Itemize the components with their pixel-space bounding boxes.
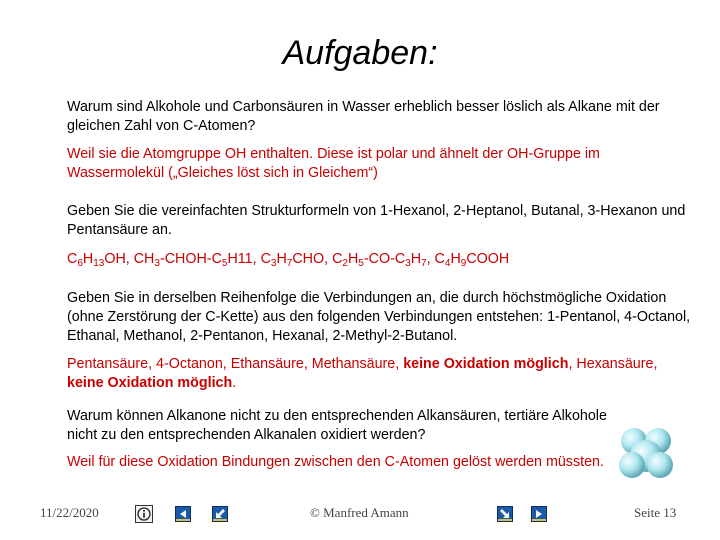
arrow-right-icon [532,507,546,521]
info-button[interactable] [135,505,153,523]
footer-author: © Manfred Amann [310,505,409,520]
answer-2: $C_6H_{13}OH$, $CH_3-CHOH-C_5H11$, $C_3H_7CHO$, $C_2H_5-CO-C_3H_7$, $C_4H_9COOH$ [67,251,510,269]
arrow-left-icon [176,507,190,521]
water-molecule-icon [612,425,682,486]
question-2: Geben Sie die vereinfachten Strukturformeln von 1-Hexanol, 2-Heptanol, Butanal, 3-Hexanon und Pentansäure an. [67,203,686,238]
question-4: Warum können Alkanone nicht zu den entsprechenden Alkansäuren, tertiäre Alkohole nicht zu den entsprechenden Alkanalen oxidiert werden? [67,408,607,443]
arrow-down-right-icon [498,507,512,521]
footer-page-number: Seite 13 [634,505,677,520]
answer-1: Weil sie die Atomgruppe OH enthalten. Diese ist polar und ähnelt der OH-Gruppe im Wassermolekül („Gleiches löst sich in Gleichem“) [67,146,600,181]
arrow-down-left-icon [213,507,227,521]
nav-next-button[interactable] [531,506,547,522]
answer-4: Weil für diese Oxidation Bindungen zwischen den C-Atomen gelöst werden müssten. [67,454,604,470]
footer-date: 11/22/2020 [40,505,99,520]
question-1: Warum sind Alkohole und Carbonsäuren in Wasser erheblich besser löslich als Alkane mit der gleichen Zahl von C-Atomen? [67,99,660,134]
nav-first-button[interactable] [212,506,228,522]
question-3: Geben Sie in derselben Reihenfolge die Verbindungen an, die durch höchstmögliche Oxidation (ohne Zerstörung der C-Kette) aus den folgenden Verbindungen entstehen: 1-Pentanol, 4-Octanol, Ethanal, Methanol, 2-Pentanon, Hexanal, 2-Methyl-2-Butanol. [67,290,691,344]
nav-last-button[interactable] [497,506,513,522]
nav-previous-button[interactable] [175,506,191,522]
answer-3: Pentansäure, 4-Octanon, Ethansäure, Methansäure, keine Oxidation möglich, Hexansäure, keine Oxidation möglich. [67,356,658,391]
info-icon [136,506,152,522]
slide-title: Aufgaben: [282,34,438,72]
